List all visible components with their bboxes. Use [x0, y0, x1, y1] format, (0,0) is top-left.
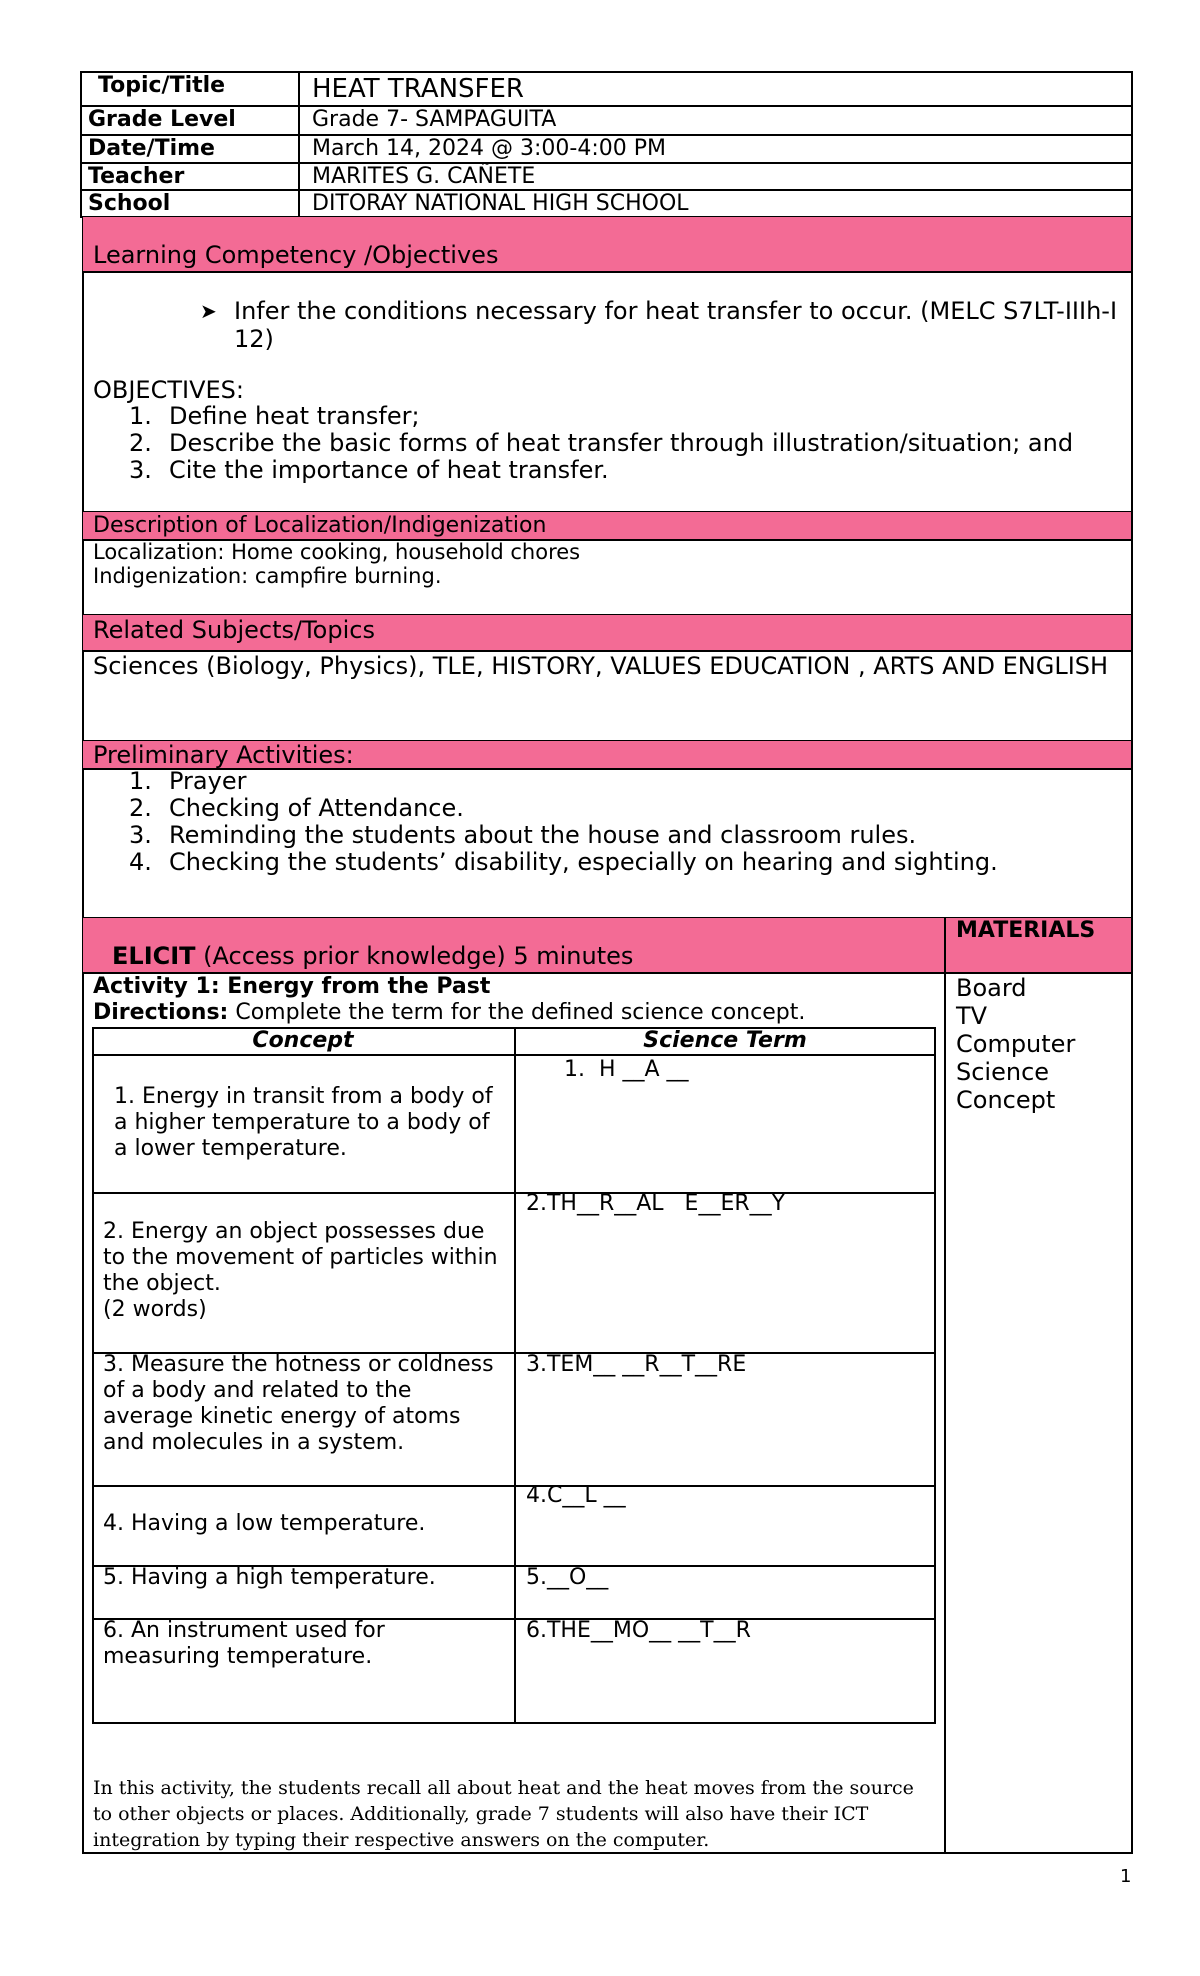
preliminary-item: 3. Reminding the students about the house and classroom rules.	[129, 821, 917, 849]
page-number: 1	[1120, 1866, 1132, 1887]
topic-value: HEAT TRANSFER	[312, 74, 524, 104]
col-concept-header: Concept	[252, 1028, 354, 1053]
term-cell: 1. H __A __	[564, 1057, 689, 1082]
date-value: March 14, 2024 @ 3:00-4:00 PM	[312, 136, 666, 161]
concept-cell: 1. Energy in transit from a body of a higher temperature to a body of a lower temperature.	[114, 1084, 493, 1161]
term-cell: 2.TH__R__AL E__ER__Y	[526, 1191, 786, 1216]
arrow-bullet-icon: ➤	[200, 299, 217, 323]
related-heading: Related Subjects/Topics	[93, 616, 375, 644]
competency-heading: Learning Competency /Objectives	[93, 241, 499, 269]
term-cell: 6.THE__MO__ __T__R	[526, 1618, 751, 1643]
localization-line: Localization: Home cooking, household chores	[93, 540, 581, 564]
indigenization-line: Indigenization: campfire burning.	[93, 564, 442, 588]
objective-item: 2. Describe the basic forms of heat transfer through illustration/situation; and	[129, 429, 1074, 457]
preliminary-item: 2. Checking of Attendance.	[129, 794, 464, 822]
material-item: Board	[956, 974, 1027, 1002]
competency-bullet	[200, 297, 1120, 353]
related-text: Sciences (Biology, Physics), TLE, HISTORY, VALUES EDUCATION , ARTS AND ENGLISH	[93, 652, 1109, 680]
school-label: School	[88, 191, 171, 216]
preliminary-list	[129, 768, 1129, 876]
preliminary-heading: Preliminary Activities:	[93, 741, 354, 769]
col-term-header: Science Term	[643, 1028, 807, 1053]
grade-value: Grade 7- SAMPAGUITA	[312, 107, 557, 132]
material-item: Computer	[956, 1030, 1076, 1058]
elicit-label: ELICIT	[112, 942, 196, 970]
teacher-value: MARITES G. CAÑETE	[312, 164, 536, 189]
directions-text: Complete the term for the defined science concept.	[228, 1000, 806, 1025]
concept-cell: 2. Energy an object possesses due to the movement of particles within the object. (2 words)	[103, 1219, 498, 1322]
materials-list	[956, 974, 1126, 1114]
material-item: Science	[956, 1058, 1050, 1086]
concept-table	[92, 1027, 936, 1724]
term-cell: 4.C__L __	[526, 1483, 626, 1508]
objectives-ol	[129, 403, 1129, 484]
concept-cell: 5. Having a high temperature.	[103, 1565, 436, 1590]
objectives-heading: OBJECTIVES:	[93, 376, 244, 404]
elicit-rest: (Access prior knowledge) 5 minutes	[195, 942, 634, 970]
topic-label: Topic/Title	[98, 73, 226, 98]
concept-cell: 3. Measure the hotness or coldness of a body and related to the average kinetic energy of atoms and molecules in a system.	[103, 1352, 494, 1455]
material-item: TV	[956, 1002, 988, 1030]
term-cell: 5.__O__	[526, 1565, 609, 1590]
header-table	[80, 71, 1133, 218]
grade-label: Grade Level	[88, 107, 236, 132]
activity-title: Activity 1: Energy from the Past	[93, 974, 491, 999]
preliminary-ol	[129, 768, 1129, 876]
materials-heading: MATERIALS	[956, 918, 1096, 943]
preliminary-item: 1. Prayer	[129, 767, 247, 795]
material-item: Concept	[956, 1086, 1056, 1114]
teacher-label: Teacher	[88, 164, 185, 189]
competency-bullet-text: Infer the conditions necessary for heat transfer to occur. (MELC S7LT-IIIh-I 12)	[234, 297, 1118, 353]
objective-item: 1. Define heat transfer;	[129, 402, 420, 430]
objectives-list	[129, 403, 1129, 484]
term-cell: 3.TEM__ __R__T__RE	[526, 1352, 747, 1377]
activity-note: In this activity, the students recall all about heat and the heat moves from the source to other objects or places. Additionally, grade 7 students will also have their ICT integration by typing their respective answers on the computer.	[93, 1777, 914, 1851]
preliminary-item: 4. Checking the students’ disability, especially on hearing and sighting.	[129, 848, 998, 876]
objective-item: 3. Cite the importance of heat transfer.	[129, 456, 609, 484]
elicit-heading	[112, 942, 633, 970]
concept-cell: 6. An instrument used for measuring temperature.	[103, 1618, 385, 1669]
date-label: Date/Time	[88, 136, 215, 161]
localization-heading: Description of Localization/Indigenization	[93, 513, 547, 538]
directions	[93, 1000, 805, 1026]
directions-label: Directions:	[93, 1000, 229, 1025]
school-value: DITORAY NATIONAL HIGH SCHOOL	[312, 191, 689, 216]
concept-cell: 4. Having a low temperature.	[103, 1511, 426, 1536]
